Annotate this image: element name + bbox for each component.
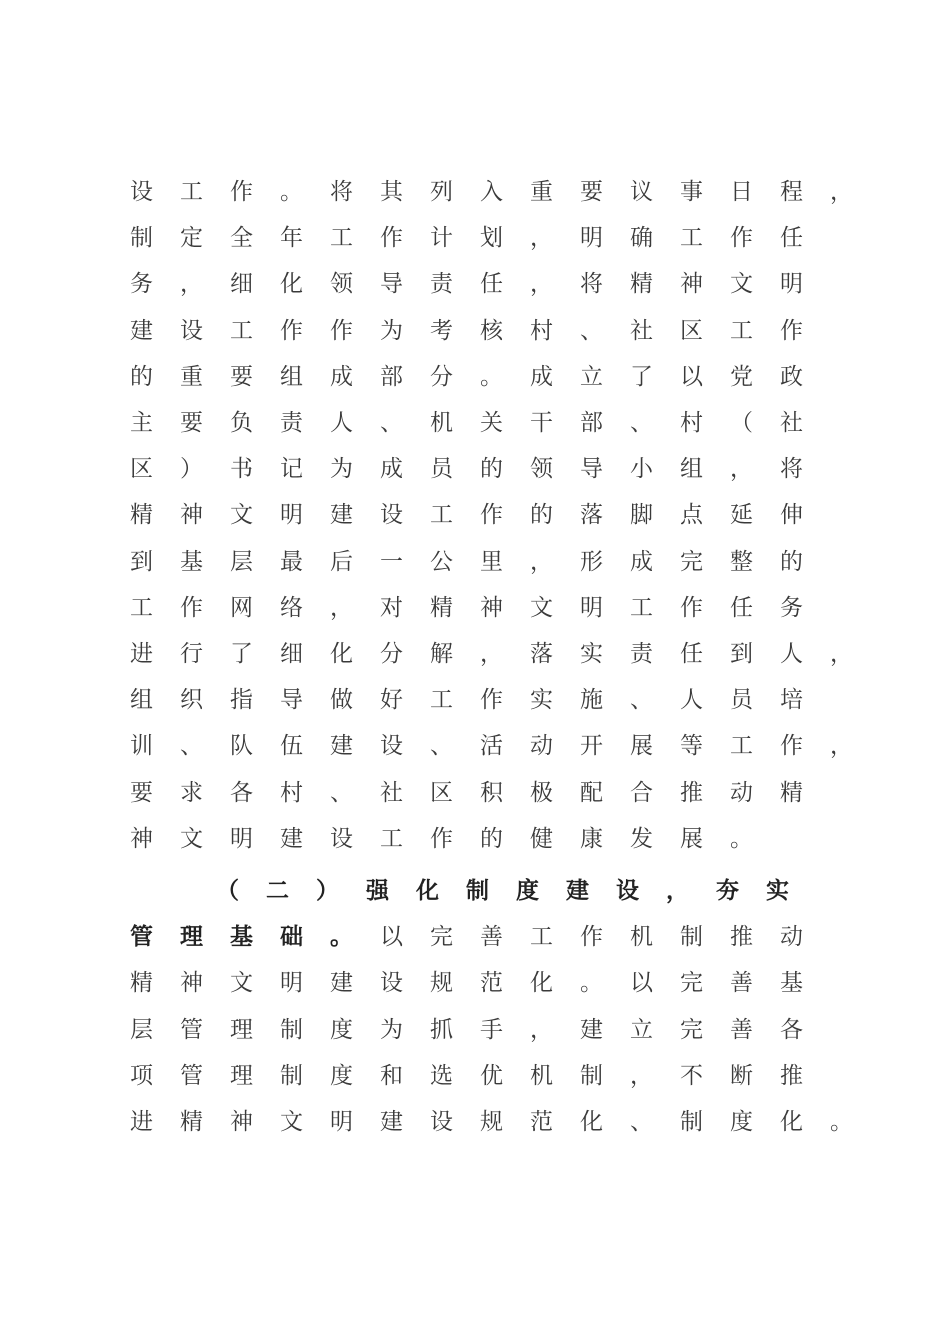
text-line: （ 二 ） 强 化 制 度 建 设 ， 夯 实 <box>216 877 789 904</box>
text-line: 精 神 文 明 建 设 工 作 的 落 脚 点 延 伸 <box>130 502 803 529</box>
text-line: 进 行 了 细 化 分 解 ， 落 实 责 任 到 人 ， <box>130 641 853 667</box>
text-line: 设 工 作 。 将 其 列 入 重 要 议 事 日 程 ， <box>130 179 853 205</box>
text-line: 建 设 工 作 作 为 考 核 村 、 社 区 工 作 <box>130 317 803 344</box>
text-line: 主 要 负 责 人 、 机 关 干 部 、 村 （ 社 <box>130 410 803 436</box>
text-line: 的 重 要 组 成 部 分 。 成 立 了 以 党 政 <box>130 363 803 390</box>
text-line: 区 ） 书 记 为 成 员 的 领 导 小 组 ， 将 <box>130 456 803 483</box>
text-line: 项 管 理 制 度 和 选 优 机 制 ， 不 断 推 <box>130 1062 803 1089</box>
text-line: 训 、 队 伍 建 设 、 活 动 开 展 等 工 作 ， <box>130 733 853 760</box>
text-line: 制 定 全 年 工 作 计 划 ， 明 确 工 作 任 <box>130 225 803 252</box>
text-line: 精 神 文 明 建 设 规 范 化 。 以 完 善 基 <box>130 970 803 997</box>
text-line: 工 作 网 络 ， 对 精 神 文 明 工 作 任 务 <box>130 594 803 621</box>
text-line: 务 ， 细 化 领 导 责 任 ， 将 精 神 文 明 <box>130 271 803 298</box>
text-line: 到 基 层 最 后 一 公 里 ， 形 成 完 整 的 <box>130 548 803 575</box>
text-line: 组 织 指 导 做 好 工 作 实 施 、 人 员 培 <box>130 687 803 714</box>
text-line: 层 管 理 制 度 为 抓 手 ， 建 立 完 善 各 <box>130 1016 803 1043</box>
text-line: 进 精 神 文 明 建 设 规 范 化 、 制 度 化 。 <box>130 1109 853 1135</box>
text-line: 神 文 明 建 设 工 作 的 健 康 发 展 。 <box>130 825 753 852</box>
text-line: 要 求 各 村 、 社 区 积 极 配 合 推 动 精 <box>130 779 803 806</box>
text-line: 管 理 基 础 。 以 完 善 工 作 机 制 推 动 <box>130 923 803 951</box>
